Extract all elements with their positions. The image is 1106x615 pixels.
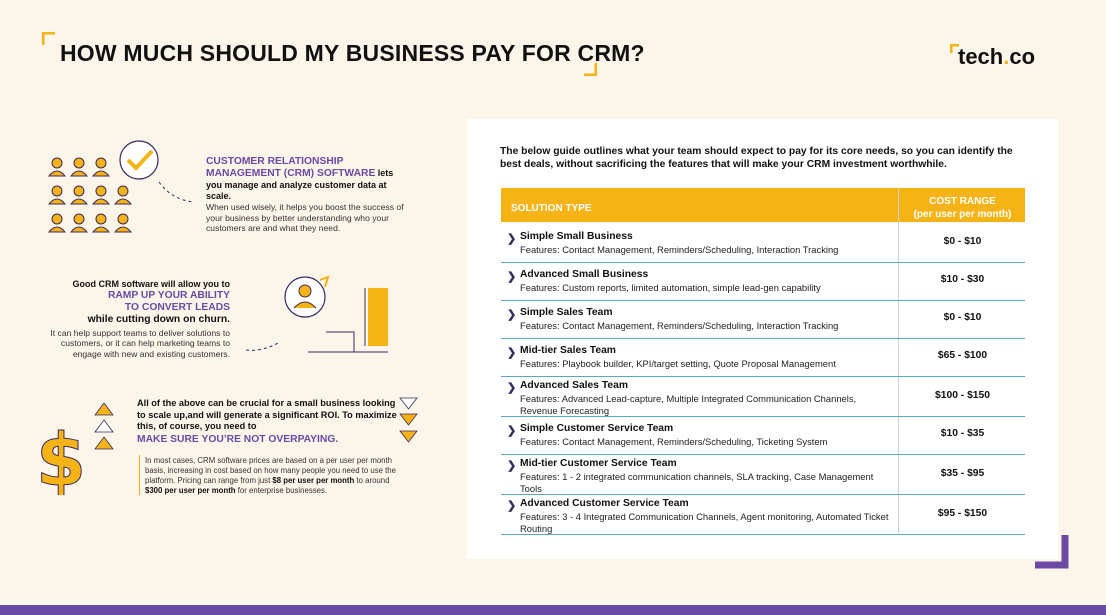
solution-name: Simple Sales Team	[520, 307, 613, 318]
cost-range: $100 - $150	[935, 390, 990, 401]
solution-name: Advanced Small Business	[520, 269, 649, 280]
solution-features: Features: 3 - 4 Integrated Communication Channels, Agent monitoring, Automated Ticket Routing	[520, 511, 889, 534]
down-triangles-icon	[398, 396, 420, 446]
solution-name: Simple Small Business	[520, 231, 633, 242]
header-solution-type: SOLUTION TYPE	[511, 203, 592, 214]
table-row	[501, 376, 1025, 417]
solution-name: Mid-tier Sales Team	[520, 345, 616, 356]
chevron-right-icon: ❯	[507, 347, 517, 359]
pricing-note: In most cases, CRM software prices are based on a per user per month basis, increasing in cost based on how many people you need to use the platform. Pricing can range from just $8 per user per month to around $300 per user per month for enterprise businesses.	[145, 456, 396, 495]
table-row	[501, 454, 1025, 495]
lead-conversion-text: Good CRM software will allow you to RAMP UP YOUR ABILITY TO CONVERT LEADS while cutting down on churn. It can help support teams to deliver solutions to customers, or it can help marketing teams to engage with new and existing customers.	[50, 279, 230, 359]
dollar-triangles-icon	[34, 400, 124, 495]
chevron-right-icon: ❯	[507, 271, 517, 283]
header-cost-range: COST RANGE (per user per month)	[913, 196, 1012, 220]
chevron-right-icon: ❯	[507, 460, 517, 472]
table-row	[501, 338, 1025, 377]
page-title: HOW MUCH SHOULD MY BUSINESS PAY FOR CRM?	[60, 40, 645, 66]
cost-range: $95 - $150	[937, 508, 988, 519]
pricing-note-divider	[139, 455, 140, 495]
solution-name: Mid-tier Customer Service Team	[520, 458, 677, 469]
table-row	[501, 262, 1025, 301]
cost-range: $0 - $10	[943, 236, 982, 247]
bottom-bar	[0, 605, 1106, 615]
chevron-right-icon: ❯	[507, 500, 517, 512]
solution-features: Features: Playbook builder, KPI/target setting, Quote Proposal Management	[520, 358, 836, 369]
chevron-right-icon: ❯	[507, 425, 517, 437]
cost-range: $65 - $100	[937, 350, 988, 361]
solution-features: Features: Advanced Lead-capture, Multiple Integrated Communication Channels, Revenue Forecasting	[520, 393, 857, 416]
title-corner-top-left	[42, 32, 56, 46]
solution-name: Simple Customer Service Team	[520, 423, 674, 434]
cost-range: $10 - $30	[940, 274, 985, 285]
table-intro: The below guide outlines what your team should expect to pay for its core needs, so you can identify the best deals, without sacrificing the features that will make your CRM investment worthwhile.	[500, 146, 1013, 170]
solution-features: Features: Custom reports, limited automation, simple lead-gen capability	[520, 282, 821, 293]
table-row	[501, 300, 1025, 339]
table-row	[501, 224, 1025, 263]
card-corner-bracket	[1031, 531, 1069, 569]
chevron-right-icon: ❯	[507, 233, 517, 245]
brand-logo: tech.co	[958, 44, 1036, 69]
cost-range: $10 - $35	[940, 428, 985, 439]
solution-features: Features: Contact Management, Reminders/Scheduling, Interaction Tracking	[520, 320, 839, 331]
title-corner-bottom-right	[583, 62, 597, 76]
table-row	[501, 494, 1025, 535]
solution-name: Advanced Sales Team	[520, 380, 628, 391]
overpaying-warning: All of the above can be crucial for a small business looking to scale up,and will generate a significant ROI. To maximize this, of course, you need to MAKE SURE YOU’RE NOT OVERPAYING.	[137, 398, 397, 445]
customers-icon	[44, 140, 204, 240]
cost-range: $0 - $10	[943, 312, 982, 323]
solution-features: Features: Contact Management, Reminders/Scheduling, Interaction Tracking	[520, 244, 839, 255]
growth-chart-icon	[242, 272, 392, 362]
svg-text:$: $	[36, 418, 87, 495]
solution-name: Advanced Customer Service Team	[520, 498, 689, 509]
solution-features: Features: 1 - 2 integrated communication channels, SLA tracking, Case Management Tools	[520, 471, 874, 494]
chevron-right-icon: ❯	[507, 309, 517, 321]
solution-features: Features: Contact Management, Reminders/Scheduling, Ticketing System	[520, 436, 828, 447]
table-row	[501, 416, 1025, 455]
chevron-right-icon: ❯	[507, 382, 517, 394]
cost-range: $35 - $95	[940, 468, 985, 479]
crm-definition: CUSTOMER RELATIONSHIP MANAGEMENT (CRM) SOFTWARE lets you manage and analyze customer data at scale. When used wisely, it helps you boost the success of your business by better understanding who your customers are and what they need.	[206, 156, 404, 233]
